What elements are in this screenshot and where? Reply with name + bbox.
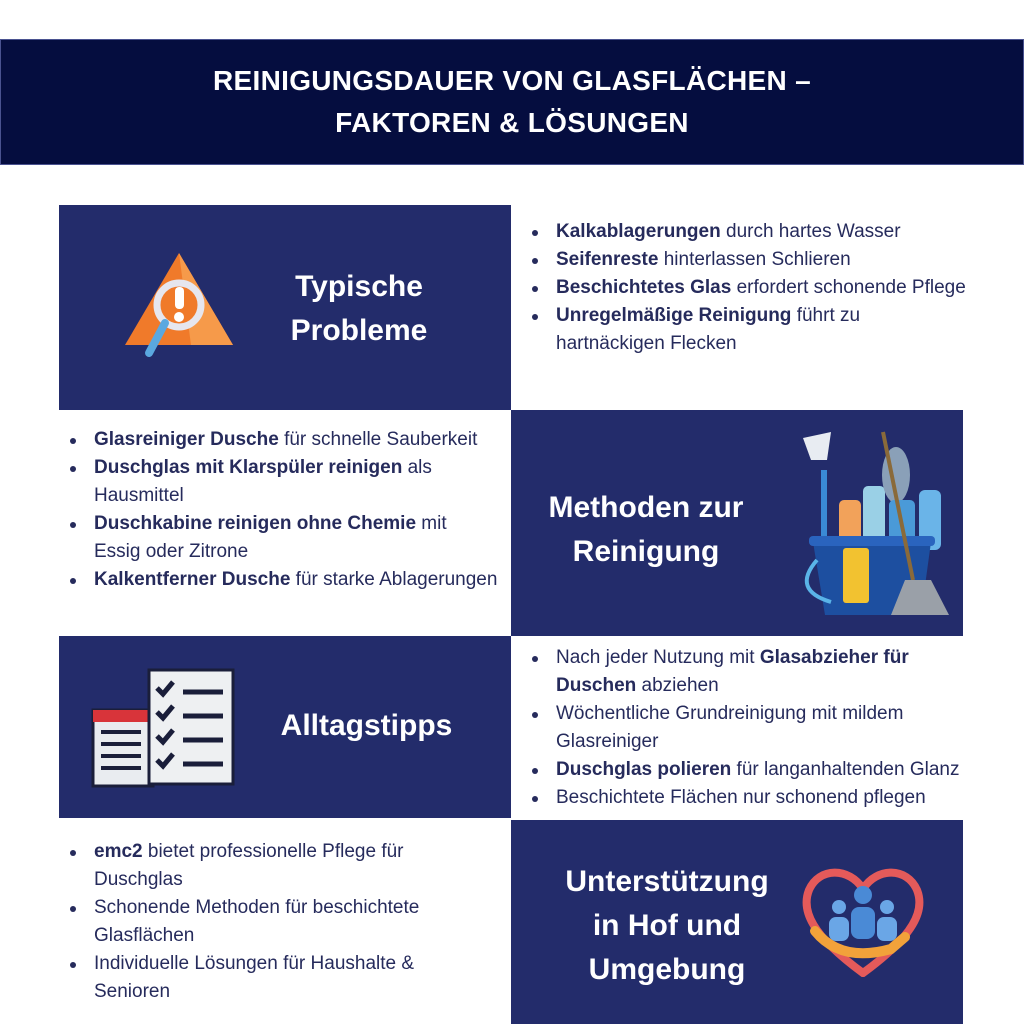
title-line: Alltagstipps: [280, 709, 453, 742]
title-line: Methoden zur: [548, 491, 744, 524]
cleaning-bucket-icon: [781, 430, 951, 625]
header-title-line2: FAKTOREN & LÖSUNGEN: [335, 107, 689, 138]
list-item: Duschkabine reinigen ohne Chemie mit Essig oder Zitrone: [68, 510, 498, 566]
checklist-calendar-icon: [91, 668, 236, 788]
list-item: emc2 bietet professionelle Pflege für Duschglas: [68, 838, 468, 894]
header-title-line1: REINIGUNGSDAUER VON GLASFLÄCHEN –: [213, 65, 811, 96]
list-item: Kalkablagerungen durch hartes Wasser: [530, 218, 970, 246]
support-list: [68, 838, 468, 1006]
panel-typische-probleme: [59, 205, 511, 410]
list-item: Beschichtetes Glas erfordert schonende Pflege: [530, 274, 970, 302]
problem-list: [530, 218, 970, 358]
title-line: Typische: [295, 270, 423, 303]
panel-alltagstipps: [59, 636, 511, 818]
section-title: [551, 860, 783, 992]
list-item: Seifenreste hinterlassen Schlieren: [530, 246, 970, 274]
section-title: [531, 486, 761, 574]
title-line: Unterstützung: [565, 865, 769, 898]
tips-list: [530, 644, 990, 812]
section-title: [259, 265, 459, 353]
list-item: Duschglas mit Klarspüler reinigen als Hausmittel: [68, 454, 498, 510]
list-item: Schonende Methoden für beschichtete Glasflächen: [68, 894, 468, 950]
list-item: Duschglas polieren für langanhaltenden Glanz: [530, 756, 990, 784]
list-item: Unregelmäßige Reinigung führt zu hartnäckigen Flecken: [530, 302, 970, 358]
page-header: [0, 39, 1024, 165]
title-line: Probleme: [290, 314, 428, 347]
warning-magnifier-icon: [121, 247, 236, 372]
panel-methoden: [511, 410, 963, 636]
list-item: Glasreiniger Dusche für schnelle Sauberkeit: [68, 426, 498, 454]
title-line: Umgebung: [588, 953, 746, 986]
list-item: Wöchentliche Grundreinigung mit mildem Glasreiniger: [530, 700, 990, 756]
list-item: Kalkentferner Dusche für starke Ablagerungen: [68, 566, 498, 594]
panel-unterstuetzung: [511, 820, 963, 1024]
list-item: Nach jeder Nutzung mit Glasabzieher für Duschen abziehen: [530, 644, 990, 700]
list-item: Individuelle Lösungen für Haushalte & Senioren: [68, 950, 468, 1006]
list-item: Beschichtete Flächen nur schonend pflegen: [530, 784, 990, 812]
method-list: [68, 426, 498, 594]
title-line: in Hof und: [592, 909, 742, 942]
title-line: Reinigung: [572, 535, 720, 568]
heart-family-icon: [801, 865, 926, 977]
section-title: [264, 704, 469, 748]
